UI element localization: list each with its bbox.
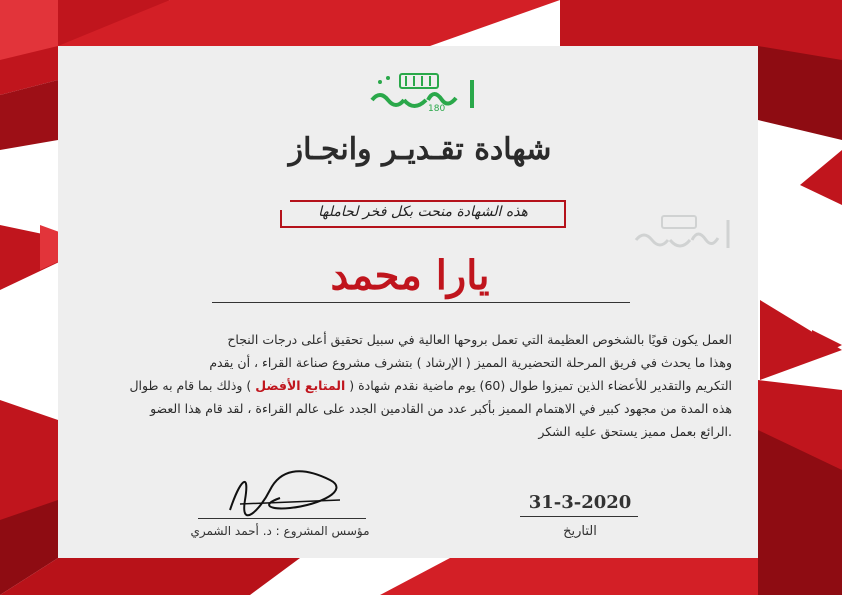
body-line-2: وهذا ما يحدث في فريق المرحلة التحضيرية المميز ( الإرشاد ) بتشرف مشروع صناعة القراء ، أن يقدم	[209, 355, 732, 370]
certificate-title: شهادة تقـديـر وانجـاز	[288, 132, 552, 167]
body-line-5: .الرائع بعمل مميز يستحق عليه الشكر	[538, 424, 732, 439]
logo-number: 180	[428, 104, 446, 114]
certificate-body	[92, 328, 732, 443]
body-line-3	[92, 374, 732, 397]
date-label: التاريخ	[563, 524, 597, 539]
date-value: 31-3-2020	[528, 492, 632, 513]
signature-label: مؤسس المشروع : د. أحمد الشمري	[190, 524, 370, 538]
signature	[220, 460, 360, 520]
body-line-3-after: ) وذلك بما قام به طوال	[129, 378, 252, 393]
certificate-subtitle: هذه الشهادة منحت بكل فخر لحاملها	[318, 204, 528, 220]
body-line-3-before: التكريم والتقدير للأعضاء الذين تميزوا طوال (60) يوم ماضية نقدم شهادة (	[349, 378, 732, 393]
watermark-icon	[628, 212, 738, 262]
logo-icon	[362, 70, 482, 122]
signature-line	[198, 518, 366, 519]
body-line-1: العمل يكون قويًا بالشخوص العظيمة التي تعمل بروحها العالية في سبيل تحقيق أعلى درجات النجاح	[227, 332, 732, 347]
watermark-logo	[628, 212, 738, 262]
body-line-4: هذه المدة من مجهود كبير في الاهتمام المميز بأكبر عدد من القادمين الجدد على عالم القراءة ، لقد قام هذا العضو	[150, 401, 732, 416]
award-title: المتابع الأفضل	[255, 378, 346, 393]
recipient-name: يارا محمد	[330, 252, 490, 299]
date-line	[520, 516, 638, 517]
logo	[362, 70, 482, 122]
name-underline	[212, 302, 630, 303]
